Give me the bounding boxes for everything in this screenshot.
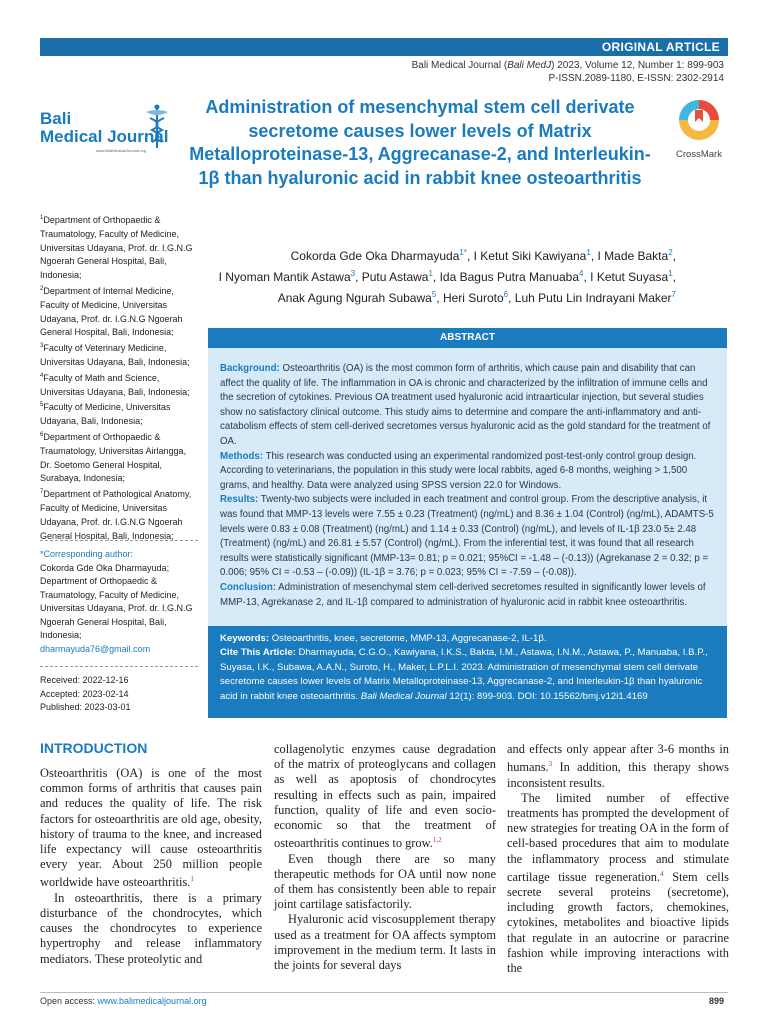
- paragraph: Hyaluronic acid viscosupplement therapy used as a treatment for OA affects symptom improvement in the medium term. It lasts in the joints for several days: [274, 912, 496, 972]
- author-name: I Ketut Siki Kawiyana: [473, 249, 587, 263]
- journal-abbrev: Bali MedJ: [507, 60, 552, 71]
- divider: [40, 540, 198, 541]
- logo-line-1: Bali: [40, 109, 72, 128]
- citation-ref[interactable]: 4: [660, 869, 664, 878]
- citation-ref[interactable]: 1: [190, 875, 194, 884]
- article-title: Administration of mesenchymal stem cell derivate secretome causes lower levels of Matrix Metalloproteinase-13, Aggrecanase-2, and Interleukin-1β than hyaluronic acid in rabbit knee osteoarthritis: [189, 97, 651, 188]
- abstract-body: [220, 362, 716, 610]
- keywords-text: Osteoarthritis, knee, secretome, MMP-13, Aggrecanase-2, IL-1β.: [269, 633, 547, 644]
- journal-citation-line: [412, 60, 724, 71]
- paragraph: [40, 766, 262, 891]
- affiliation-number: 7: [40, 489, 44, 496]
- citation-ref[interactable]: 3: [548, 760, 553, 769]
- corresponding-author-heading: *Corresponding author:: [40, 549, 134, 559]
- cite-journal: Bali Medical Journal: [358, 690, 447, 702]
- affiliation-text: Department of Orthopaedic & Traumatology, Universitas Airlangga, Dr. Soetomo General Hospital, Surabaya, Indonesia;: [40, 431, 187, 484]
- body-column-2: [274, 742, 496, 973]
- journal-volume: ) 2023, Volume 12, Number 1: 899-903: [551, 60, 724, 71]
- background-text: Osteoarthritis (OA) is the most common form of arthritis, which cause pain and disability that can affect the quality of life. The inflammation in OA is chronic and characterized by the infiltration of immune cells and the secretion of cytokines. Previous OA treatment used hyaluronic acid intraarticular injection, but several studies show no satisfactory clinical outcome. This study aims to determine and compare the anti-inflammatory and anti-catabolism effects of stem cell-derived secretomes versus hyaluronic acid as the gold standard for the treatment of OA.: [220, 363, 711, 447]
- affiliation-number: 3: [40, 343, 44, 350]
- paragraph: [507, 791, 729, 977]
- published-date: Published: 2023-03-01: [40, 702, 131, 712]
- keywords-label: Keywords:: [220, 633, 270, 644]
- paragraph-text: Osteoarthritis (OA) is one of the most common forms of arthritis that causes pain and reduces the quality of life. The risk factors for osteoarthritis are old age, obesity, history of trauma to the knee, and increased life expectancy will cause osteoarthritis every year. About 250 million people worldwide have osteoarthritis.: [40, 766, 262, 890]
- methods-text: This research was conducted using an experimental randomized post-test-only control group design. According to veterinarians, the population in this study were local rabbits, aged 6-8 months, weighing > 1,500 grams, and healthy. Data were analyzed using SPSS version 22.0 for Windows.: [220, 450, 697, 491]
- cite-text: Dharmayuda, C.G.O., Kawiyana, I.K.S., Bakta, I.M., Astawa, I.N.M., Astawa, P., Manuaba, I.B.P., Suyasa, I.K., Subawa, A.A.N., Suroto, H., Maker, L.P.L.I. 2023. Administration of mesenchymal stem cell derivate secretome causes lower levels of Matrix Metalloproteinase-13, Aggrecanase-2, and Interleukin-1β than hyaluronic acid in rabbit knee osteoarthritis.: [220, 647, 708, 702]
- crossmark-icon: [677, 98, 721, 142]
- journal-issn-line: P-ISSN.2089-1180, E-ISSN: 2302-2914: [548, 73, 724, 84]
- affiliation-text: Department of Orthopaedic & Traumatology, Faculty of Medicine, Universitas Udayana, Prof. dr. I.G.N.G Ngoerah General Hospital, Bali, Indonesia;: [40, 215, 193, 281]
- crossmark-label: CrossMark: [676, 149, 722, 160]
- accepted-date: Accepted: 2023-02-14: [40, 688, 129, 699]
- keywords-body: [220, 632, 716, 704]
- author-name: I Ketut Suyasa: [590, 270, 669, 284]
- received-date: Received: 2022-12-16: [40, 675, 129, 685]
- author-affiliation-ref: 1: [428, 269, 433, 278]
- author-affiliation-ref: 1*: [459, 248, 467, 257]
- affiliation-item: [40, 283, 198, 340]
- affiliation-item: [40, 486, 198, 543]
- author-affiliation-ref: 5: [431, 290, 437, 299]
- footer-open-access: [40, 996, 207, 1006]
- paragraph: [274, 742, 496, 852]
- paragraph-text: The limited number of effective treatments has prompted the development of new strategies for treating OA in the form of cell-based procedures that aim to modulate the inflammatory process and stimulate cartilage tissue regeneration.: [507, 790, 729, 884]
- logo-url: www.BaliMedicalJournal.org: [96, 148, 147, 153]
- affiliation-item: [40, 429, 198, 486]
- article-type-label: ORIGINAL ARTICLE: [601, 40, 720, 54]
- divider: [40, 666, 198, 667]
- affiliation-number: 4: [40, 372, 44, 379]
- author-name: Cokorda Gde Oka Dharmayuda: [290, 249, 460, 263]
- background-label: Background:: [220, 363, 280, 374]
- corresponding-author-details: Cokorda Gde Oka Dharmayuda; Department of Orthopaedic & Traumatology, Faculty of Medicine, Universitas Udayana, Prof. dr. I.G.N.G Ngoerah General Hospital, Bali, Indonesia;: [40, 562, 193, 640]
- citation-ref[interactable]: 1,2: [432, 836, 442, 845]
- affiliation-number: 6: [40, 431, 44, 438]
- author-name: Ida Bagus Putra Manuaba: [439, 270, 580, 284]
- affiliation-item: [40, 212, 198, 283]
- conclusion-text: Administration of mesenchymal stem cell-derived secretomes resulted in significantly lower levels of MMP-13, Agrekanase 2, and IL-1β compared to administration of hyaluronic acid in rabbit knee osteoarthritis.: [220, 581, 706, 608]
- affiliation-text: Department of Pathological Anatomy, Faculty of Medicine, Universitas Udayana, Prof. dr. I.G.N.G Ngoerah General Hospital, Bali, Indonesia;: [40, 489, 192, 541]
- section-heading-introduction: INTRODUCTION: [40, 740, 148, 756]
- affiliation-text: Faculty of Medicine, Universitas Udayana, Bali, Indonesia;: [40, 402, 171, 427]
- article-dates: [40, 674, 198, 715]
- author-affiliation-ref: 6: [503, 290, 509, 299]
- corresponding-email-link[interactable]: dharmayuda76@gmail.com: [40, 643, 151, 654]
- cite-tail[interactable]: 12(1): 899-903. DOI: 10.15562/bmj.v12i1.4169: [446, 690, 648, 702]
- paragraph: In osteoarthritis, there is a primary disturbance of the chondrocytes, which causes the chondrocytes to experience hypertrophy and release inflammatory mediators. These proteolytic and: [40, 890, 262, 966]
- journal-line-prefix: Bali Medical Journal (: [411, 60, 508, 71]
- results-label: Results:: [220, 494, 259, 506]
- abstract-heading: ABSTRACT: [208, 328, 727, 348]
- crossmark-badge[interactable]: [670, 98, 728, 160]
- affiliation-item: [40, 370, 198, 400]
- logo-line-2: Medical Journal: [40, 127, 169, 146]
- affiliation-number: 2: [40, 285, 44, 292]
- paragraph-text: Stem cells secrete several proteins (secretome), including growth factors, chemokines, cytokines, metabolites and bioactive lipids that regulate in an autocrine or paracrine fashion while improving interactions with the: [507, 869, 729, 976]
- author-affiliation-ref: 7: [671, 290, 676, 299]
- affiliation-text: Faculty of Math and Science, Universitas Udayana, Bali, Indonesia;: [40, 372, 190, 397]
- results-text: Twenty-two subjects were included in each treatment and control group. From the descriptive analysis, it was found that MMP-13 levels were 7.55 ± 0.23 (Treatment) (ng/mL) and 8.36 ± 1.04 (Control) (ng/mL), ADAMTS-5 levels were 0.83 ± 0.08 (Treatment) (ng/mL) and 1.14 ± 0.33 (Control) (ng/mL), and levels of IL-1β 23.0 5± 2.48 (Treatment) (ng/mL) and 26.81 ± 5.57 (Control) (ng/mL). From the inferential test, it was found that all research results were statistically significant (MMP-13= 0.81; p = 0.021; 95%CI = -1.48 – (-0.13)) (Agrekanase 2 = 0.32; p = 0.006; 95% CI = -0.53 – (-0.09)) (IL-1β = 3.76; p = 0.023; 95% CI = -7.59 – (-0.08)).: [220, 494, 714, 579]
- caduceus-icon: [144, 104, 170, 150]
- affiliation-item: [40, 340, 198, 370]
- author-name: I Made Bakta: [597, 249, 669, 263]
- affiliation-text: Faculty of Veterinary Medicine, Universitas Udayana, Bali, Indonesia;: [40, 343, 190, 367]
- conclusion-label: Conclusion:: [220, 581, 276, 593]
- author-name: Heri Suroto: [442, 291, 504, 305]
- author-affiliation-ref: 3: [350, 269, 356, 278]
- cite-label: Cite This Article:: [220, 647, 296, 659]
- body-column-3: [507, 742, 729, 976]
- journal-website-link[interactable]: www.balimedicaljournal.org: [97, 996, 207, 1006]
- paragraph-text: collagenolytic enzymes cause degradation of the matrix of proteoglycans and collagen as well as apoptosis of chondrocytes resulting in effects such as pain, impaired function, quality of life and even socio-economic so that the treatment of osteoarthritis continues to grow.: [274, 742, 496, 851]
- affiliation-number: 1: [40, 215, 44, 221]
- corresponding-author: [40, 548, 198, 656]
- affiliations: [40, 212, 198, 543]
- body-column-1: [40, 766, 262, 967]
- footer-divider: [40, 992, 728, 993]
- author-affiliation-ref: 1: [668, 269, 673, 278]
- author-list: Cokorda Gde Oka Dharmayuda$^{1*}$, I Ketut Siki Kawiyana$^1$, I Made Bakta$^2$, I Nyoman Mantik Astawa$^3$, Putu Astawa$^1$, Ida Bagus Putra Manuaba$^4$, I Ketut Suyasa$^1$, Anak Agung Ngurah Subawa$^5$, Heri Suroto$^6$, Luh Putu Lin Indrayani Maker$^7$: [218, 248, 676, 305]
- affiliation-item: [40, 399, 198, 429]
- author-name: Putu Astawa: [361, 270, 429, 284]
- author-name: Anak Agung Ngurah Subawa: [277, 291, 432, 305]
- methods-label: Methods:: [220, 450, 264, 462]
- journal-logo: [40, 110, 170, 160]
- affiliation-text: Department of Internal Medicine, Faculty of Medicine, Universitas Udayana, Prof. dr. I.G.N.G Ngoerah General Hospital, Bali, Indonesia;: [40, 285, 183, 338]
- author-name: Luh Putu Lin Indrayani Maker: [514, 291, 672, 305]
- author-affiliation-ref: 4: [579, 269, 584, 278]
- author-affiliation-ref: 1: [586, 248, 591, 257]
- author-name: I Nyoman Mantik Astawa: [218, 270, 351, 284]
- open-access-label: Open access:: [40, 996, 98, 1006]
- paragraph-text: In addition, this therapy shows inconsistent results.: [507, 760, 729, 790]
- paragraph-text: and effects only appear after 3-6 months in humans.: [507, 742, 729, 775]
- paragraph: Even though there are so many therapeutic methods for OA until now none of them has consistently been able to repair joint cartilage satisfactorily.: [274, 851, 496, 912]
- article-type-banner: [40, 38, 728, 56]
- page-number: 899: [708, 996, 724, 1006]
- author-affiliation-ref: 2: [668, 248, 673, 257]
- paragraph: [507, 742, 729, 791]
- affiliation-number: 5: [40, 402, 44, 409]
